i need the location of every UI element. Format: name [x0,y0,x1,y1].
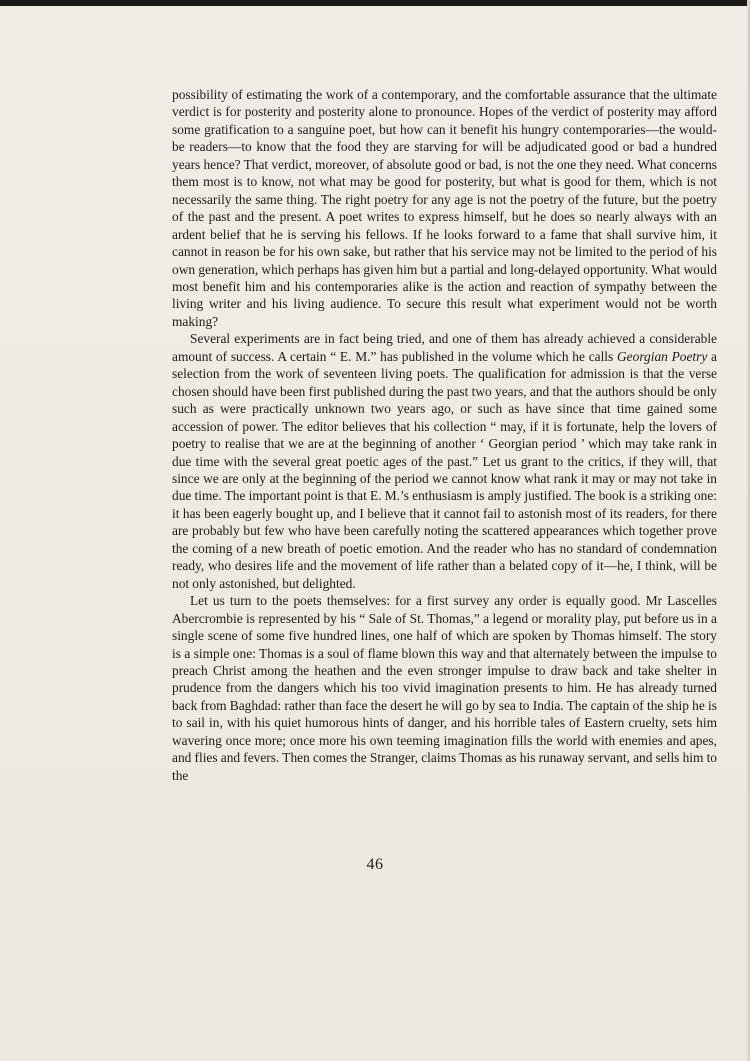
page-top-edge [0,0,750,6]
paragraph-3 [172,592,717,784]
paragraph-2 [172,330,717,592]
paragraph-1 [172,86,717,330]
body-text [172,86,717,784]
paragraph-text: Several experiments are in fact being tried, and one of them has already achieved a considerable amount of success. A certain “ E. M.” has published in the volume which he calls [172,331,717,364]
book-title-georgian-poetry: Georgian Poetry [617,348,708,364]
paragraph-text: a selection from the work of seventeen living poets. The qualification for admission is that the verse chosen should have been first published during the past two years, and that the authors should be only such as were practically unknown two years ago, or such as have since that time gained some accession of power. The editor believes that his collection “ may, if it is fortunate, help the lovers of poetry to realise that we are at the beginning of another ‘ Georgian period ’ which may take rank in due time with the several great poetic ages of the past.” Let us grant to the critics, if they will, that since we are only at the beginning of the period we cannot know what rank it may or may not take in due time. The important point is that E. M.’s enthusiasm is amply justified. The book is a striking one: it has been eagerly bought up, and I believe that it cannot fail to astonish most of its readers, for there are probably but few who have been carefully noting the scattered appearances which together prove the coming of a new breath of poetic emotion. And the reader who has no standard of condemnation ready, who desires life and the movement of life rather than a belated copy of it—he, I think, will be not only astonished, but delighted. [172,348,717,591]
page-number: 46 [366,856,384,873]
paragraph-text: Let us turn to the poets themselves: for a first survey any order is equally good. Mr Lascelles Abercrombie is represented by his “ Sale of St. Thomas,” a legend or morality play, put before us in a single scene of some five hundred lines, one half of which are spoken by Thomas himself. The story is a simple one: Thomas is a soul of flame blown this way and that alternately between the impulse to preach Christ among the heathen and the even stronger impulse to draw back and take shelter in prudence from the dangers which his too vivid imagination presents to him. He has already turned back from Baghdad: rather than face the desert he will go by sea to India. The captain of the ship he is to sail in, with his quiet humorous hints of danger, and his horrible tales of Eastern cruelty, sets him wavering once more; once more his own teeming imagination fills the world with enemies and apes, and flies and fevers. Then comes the Stranger, claims Thomas as his runaway servant, and sells him to the [172,593,717,783]
paragraph-text: possibility of estimating the work of a contemporary, and the comfortable assurance that the ultimate verdict is for posterity and posterity alone to pronounce. Hopes of the verdict of posterity may afford some gratification to a sanguine poet, but how can it benefit his hungry contemporaries—the would-be readers—to know that the food they are starving for will be adjudicated good or bad a hundred years hence? That verdict, moreover, of absolute good or bad, is not the one they need. What concerns them most is to know, not what may be good for posterity, but what is good for them, which is not necessarily the same thing. The right poetry for any age is not the poetry of the future, but the poetry of the past and the present. A poet writes to express himself, but he does so nearly always with an ardent belief that he is serving his fellows. If he looks forward to a fame that shall survive him, it cannot in reason be for his own sake, but rather that his service may not be limited to the period of his own generation, which perhaps has given him but a partial and long-delayed opportunity. What would most benefit him and his contemporaries alike is the action and reaction of sympathy between the living writer and his living audience. To secure this result what experiment would not be worth making? [172,87,717,329]
